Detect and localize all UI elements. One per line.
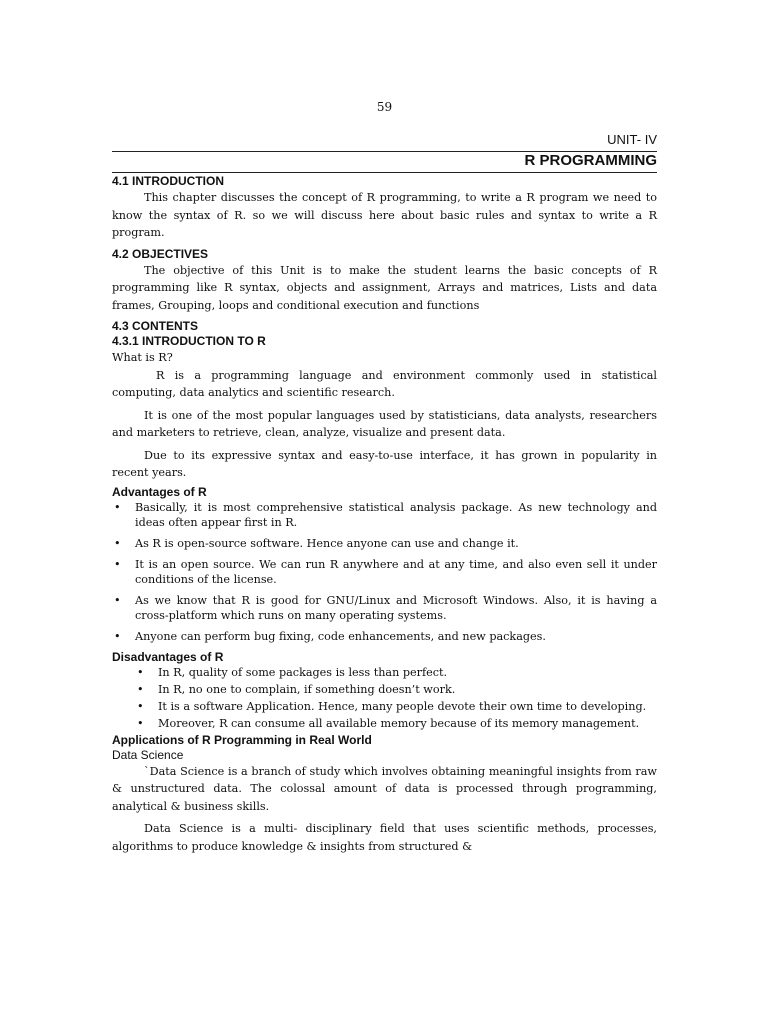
- bullet-icon: •: [137, 665, 144, 679]
- page-number: 59: [376, 100, 393, 114]
- advantages-list: [112, 500, 657, 644]
- list-item: • It is an open source. We can run R anywhere and at any time, and also even sell it under conditions of the license.: [114, 557, 657, 586]
- bullet-icon: •: [114, 629, 121, 643]
- bullet-icon: •: [137, 716, 144, 730]
- bullet-icon: •: [114, 500, 121, 514]
- intro-paragraph: This chapter discusses the concept of R programming, to write a R program we need to know the syntax of R. so we will discuss here about basic rules and syntax to write a R program.: [112, 191, 657, 239]
- list-item: • Anyone can perform bug fixing, code enhancements, and new packages.: [114, 629, 546, 643]
- list-item: • In R, no one to complain, if something doesn’t work.: [137, 682, 456, 696]
- what-is-r-label: What is R?: [112, 351, 173, 364]
- data-science-paragraph-2: Data Science is a multi- disciplinary field that uses scientific methods, processes, algorithms to produce knowledge & insights from structured &: [112, 822, 657, 853]
- r-paragraph-3: Due to its expressive syntax and easy-to-use interface, it has grown in popularity in recent years.: [112, 448, 657, 479]
- header-rule-bottom: [112, 172, 657, 173]
- list-item: • Moreover, R can consume all available memory because of its memory management.: [137, 716, 640, 730]
- section-heading-intro-to-r: 4.3.1 INTRODUCTION TO R: [112, 334, 266, 348]
- list-item: • Basically, it is most comprehensive statistical analysis package. As new technology and ideas often appear first in R.: [114, 500, 657, 529]
- section-heading-objectives: 4.2 OBJECTIVES: [112, 246, 209, 261]
- bullet-icon: •: [114, 536, 121, 550]
- applications-heading: Applications of R Programming in Real World: [112, 732, 372, 747]
- section-heading-contents: 4.3 CONTENTS: [112, 319, 199, 333]
- section-heading-introduction: 4.1 INTRODUCTION: [112, 174, 225, 188]
- r-paragraph-2: It is one of the most popular languages used by statisticians, data analysts, researchers and marketers to retrieve, clean, analyze, visualize and present data.: [112, 408, 657, 439]
- bullet-icon: •: [114, 593, 121, 607]
- list-item: • In R, quality of some packages is less than perfect.: [137, 665, 448, 679]
- advantages-heading: Advantages of R: [112, 484, 207, 499]
- data-science-paragraph-1: `Data Science is a branch of study which involves obtaining meaningful insights from raw & unstructured data. The colossal amount of data is processed through programming, analytical & business skills.: [112, 764, 657, 813]
- bullet-icon: •: [114, 557, 121, 571]
- r-paragraph-1: R is a programming language and environment commonly used in statistical computing, data analytics and scientific research.: [112, 368, 657, 399]
- data-science-heading: Data Science: [112, 747, 184, 762]
- unit-label: UNIT- IV: [607, 132, 657, 147]
- disadvantages-list: [112, 665, 657, 731]
- bullet-icon: •: [137, 699, 144, 713]
- chapter-title: R PROGRAMMING: [524, 152, 657, 169]
- objectives-paragraph: The objective of this Unit is to make the student learns the basic concepts of R programming like R syntax, objects and assignment, Arrays and matrices, Lists and data frames, Grouping, loops and conditional execution and functions: [112, 263, 657, 312]
- page-content: [112, 174, 657, 855]
- bullet-icon: •: [137, 682, 144, 696]
- disadvantages-heading: Disadvantages of R: [112, 649, 224, 664]
- list-item: • As we know that R is good for GNU/Linux and Microsoft Windows. Also, it is having a cross-platform which runs on many operating systems.: [114, 593, 657, 622]
- list-item: • As R is open-source software. Hence anyone can use and change it.: [114, 536, 519, 550]
- list-item: • It is a software Application. Hence, many people devote their own time to developing.: [137, 699, 647, 713]
